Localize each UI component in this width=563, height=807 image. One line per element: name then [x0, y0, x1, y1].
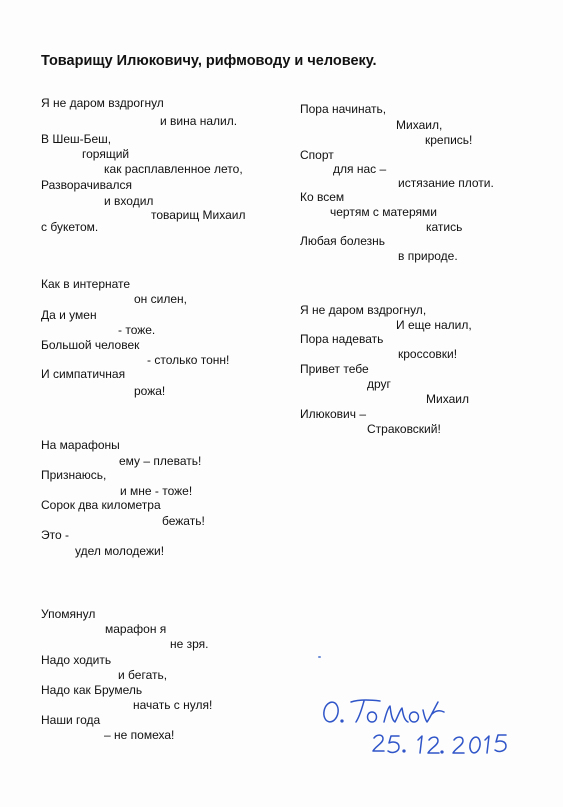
poem-line: Разворачивался [41, 178, 133, 192]
poem-line: для нас – [333, 162, 387, 176]
poem-line: катись [426, 220, 463, 234]
poem-line: Большой человек [41, 338, 140, 352]
poem-line: Михаил [426, 392, 469, 406]
poem-line: - столько тонн! [147, 353, 230, 367]
poem-line: с букетом. [41, 220, 99, 234]
poem-line: истязание плоти. [398, 176, 494, 190]
poem-line: и мне - тоже! [120, 484, 193, 498]
poem-line: рожа! [134, 384, 166, 398]
poem-line: кроссовки! [398, 347, 458, 361]
poem-line: Спорт [300, 148, 334, 162]
poem-line: - тоже. [118, 323, 156, 337]
poem-line: горящий [82, 147, 130, 161]
poem-line: в природе. [398, 249, 458, 263]
poem-line: не зря. [170, 637, 209, 651]
poem-line: На марафоны [41, 438, 120, 452]
poem-line: крепись! [425, 133, 473, 147]
poem-line: Наши года [41, 713, 101, 727]
poem-line: Я не даром вздрогнул [41, 96, 164, 110]
poem-line: чертям с матерями [330, 205, 437, 219]
poem-line: бежать! [162, 514, 205, 528]
poem-line: Да и умен [41, 308, 97, 322]
poem-line: Сорок два километра [41, 498, 161, 512]
poem-line: как расплавленное лето, [104, 162, 243, 176]
poem-line: Это - [41, 528, 69, 542]
ink-speck [318, 656, 321, 658]
poem-line: Страковский! [367, 422, 441, 436]
poem-line: Любая болезнь [300, 234, 386, 248]
poem-line: и бегать, [118, 668, 168, 682]
poem-line: В Шеш-Беш, [41, 132, 112, 146]
poem-line: товарищ Михаил [151, 208, 246, 222]
poem-line: И еще налил, [396, 318, 472, 332]
poem-line: он силен, [134, 292, 187, 306]
poem-line: Пора надевать [300, 332, 384, 346]
poem-line: ему – плевать! [119, 454, 202, 468]
poem-line: и вина налил. [160, 114, 238, 128]
poem-line: И симпатичная [41, 367, 126, 381]
handwritten-signature [320, 688, 520, 768]
poem-line: Надо как Брумель [41, 683, 143, 697]
poem-line: – не помеха! [104, 728, 175, 742]
poem-line: Упомянул [41, 607, 96, 621]
poem-line: Признаюсь, [41, 468, 107, 482]
poem-line: Михаил, [396, 118, 443, 132]
poem-line: Я не даром вздрогнул, [300, 303, 427, 317]
poem-title: Товарищу Илюковичу, рифмоводу и человеку. [41, 53, 377, 69]
poem-line: и входил [104, 194, 154, 208]
poem-line: Привет тебе [300, 362, 369, 376]
poem-line: друг [367, 377, 391, 391]
poem-line: Ко всем [300, 190, 345, 204]
poem-line: Как в интернате [41, 277, 131, 291]
poem-line: Надо ходить [41, 653, 112, 667]
poem-line: марафон я [105, 622, 167, 636]
poem-line: начать с нуля! [133, 698, 213, 712]
poem-line: Илюкович – [300, 407, 367, 421]
poem-line: удел молодежи! [75, 544, 165, 558]
poem-line: Пора начинать, [300, 102, 387, 116]
